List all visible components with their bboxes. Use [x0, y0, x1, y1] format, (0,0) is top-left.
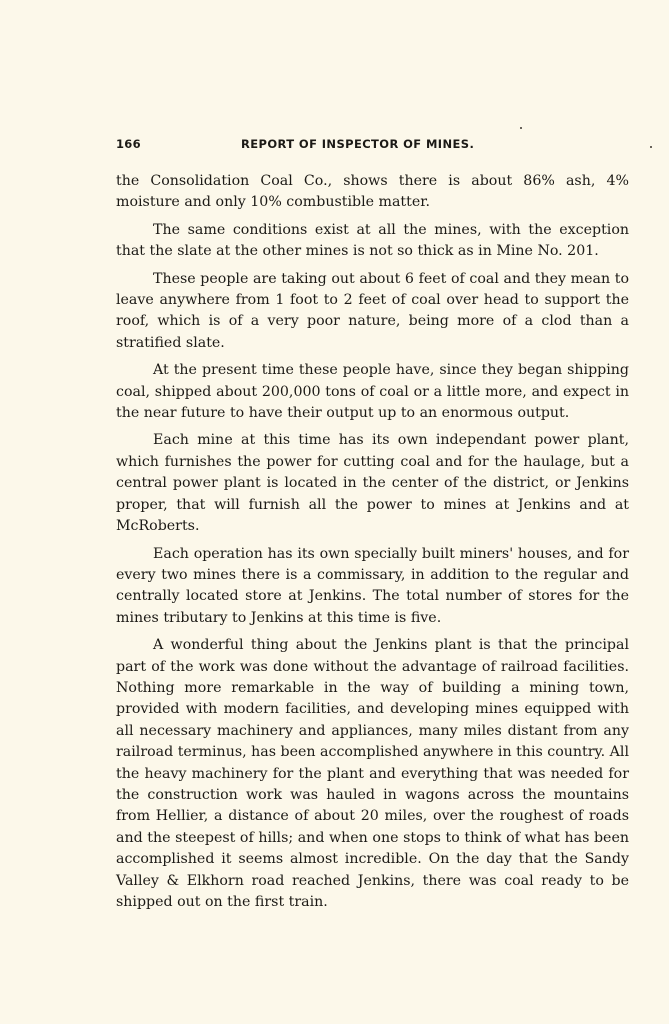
print-speck — [520, 127, 522, 129]
paragraph-continued: the Consolidation Coal Co., shows there is about 86% ash, 4% moisture and only 10% combustible matter. — [116, 173, 629, 211]
paragraph: At the present time these people have, since they began shipping coal, shipped about 200,000 tons of coal or a little more, and expect in the near future to have their output up to an enormous output. — [116, 362, 629, 422]
paragraph: These people are taking out about 6 feet of coal and they mean to leave anywhere from 1 foot to 2 feet of coal over head to support the roof, which is of a very poor nature, being more of a clod than a stratified slate. — [116, 270, 629, 351]
print-speck — [650, 146, 652, 148]
paragraph: Each operation has its own specially built miners' houses, and for every two mines there is a commissary, in addition to the regular and centrally located store at Jenkins. The total number of stores for the mines tributary to Jenkins at this time is five. — [116, 545, 629, 626]
paragraph: Each mine at this time has its own independant power plant, which furnishes the power for cutting coal and for the haulage, but a central power plant is located in the center of the district, or Jenkins proper, that will furnish all the power to mines at Jenkins and at McRoberts. — [116, 432, 629, 535]
paragraph: The same conditions exist at all the mines, with the exception that the slate at the other mines is not so thick as in Mine No. 201. — [116, 221, 629, 260]
page-number: 166 — [116, 137, 141, 151]
running-head: REPORT OF INSPECTOR OF MINES. — [241, 137, 475, 151]
paragraph: A wonderful thing about the Jenkins plant is that the principal part of the work was done without the advantage of railroad facilities. Nothing more remarkable in the way of building a mining town, provided with modern facilities, and developing mines equipped with all necessary machinery and appliances, many miles distant from any railroad terminus, has been accomplished anywhere in this country. All the heavy machinery for the plant and everything that was needed for the construction work was hauled in wagons across the mountains from Hellier, a distance of about 20 miles, over the roughest of roads and the steepest of hills; and when one stops to think of what has been accomplished it seems almost incredible. On the day that the Sandy Valley & Elkhorn road reached Jenkins, there was coal ready to be shipped out on the first train. — [116, 637, 629, 910]
body-text — [116, 171, 629, 919]
page-header — [116, 137, 629, 155]
